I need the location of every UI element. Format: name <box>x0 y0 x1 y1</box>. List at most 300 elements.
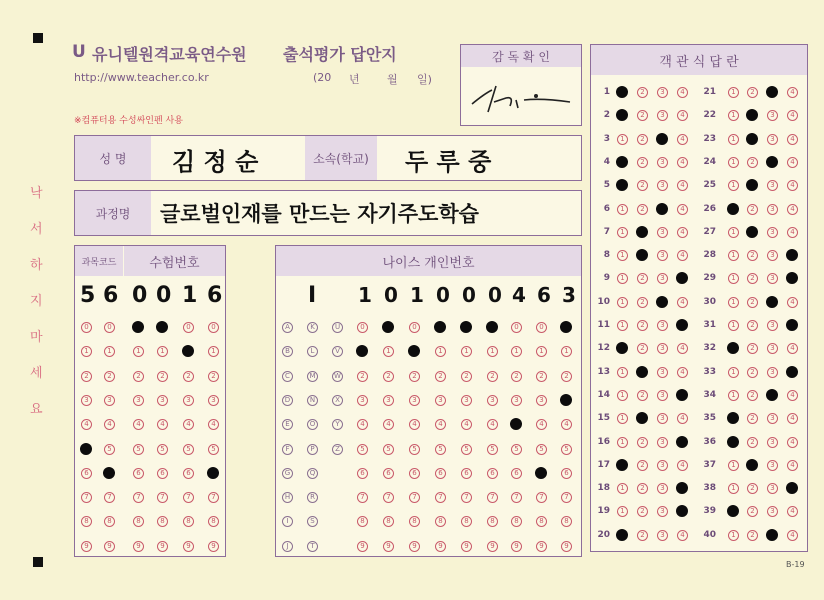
question-number: 28 <box>703 250 716 261</box>
answer-bubble[interactable]: 2 <box>637 343 648 354</box>
name-label: 성 명 <box>75 136 151 180</box>
digit-bubble[interactable]: 9 <box>383 541 394 552</box>
digit-bubble[interactable]: 0 <box>208 322 219 333</box>
answer-bubble[interactable]: 1 <box>728 180 739 191</box>
answer-bubble[interactable]: 2 <box>747 367 758 378</box>
digit-bubble[interactable]: 2 <box>157 371 168 382</box>
digit-bubble[interactable]: 4 <box>357 419 368 430</box>
digit-bubble[interactable]: 7 <box>487 492 498 503</box>
answer-bubble[interactable]: 3 <box>767 483 778 494</box>
question-number: 20 <box>597 529 610 540</box>
answer-bubble[interactable]: 1 <box>728 250 739 261</box>
digit-bubble[interactable]: 7 <box>511 492 522 503</box>
answer-bubble[interactable]: 2 <box>747 320 758 331</box>
digit-bubble[interactable]: 9 <box>157 541 168 552</box>
digit-bubble[interactable]: 1 <box>383 346 394 357</box>
digit-bubble[interactable]: 8 <box>435 516 446 527</box>
answer-bubble[interactable]: 2 <box>637 204 648 215</box>
letter-bubble[interactable]: D <box>282 395 293 406</box>
answer-bubble[interactable]: 3 <box>657 110 668 121</box>
answer-bubble[interactable]: 1 <box>617 437 628 448</box>
answer-bubble[interactable]: 3 <box>657 390 668 401</box>
digit-bubble[interactable]: 8 <box>461 516 472 527</box>
answer-bubble[interactable]: 3 <box>657 180 668 191</box>
handwritten-digit: 0 <box>132 283 148 308</box>
digit-bubble[interactable]: 3 <box>81 395 92 406</box>
digit-bubble[interactable]: 3 <box>183 395 194 406</box>
digit-bubble[interactable]: 0 <box>183 322 194 333</box>
digit-bubble[interactable]: 3 <box>487 395 498 406</box>
letter-bubble[interactable]: T <box>307 541 318 552</box>
digit-bubble[interactable]: 4 <box>487 419 498 430</box>
letter-bubble[interactable]: U <box>332 322 343 333</box>
answer-bubble[interactable]: 2 <box>747 506 758 517</box>
digit-bubble[interactable]: 6 <box>157 468 168 479</box>
answer-bubble[interactable]: 3 <box>767 437 778 448</box>
digit-bubble[interactable]: 5 <box>487 444 498 455</box>
answer-bubble[interactable]: 2 <box>637 87 648 98</box>
handwritten-digit: 0 <box>156 283 172 308</box>
answer-bubble[interactable]: 1 <box>728 227 739 238</box>
digit-bubble[interactable]: 8 <box>357 516 368 527</box>
letter-bubble[interactable]: H <box>282 492 293 503</box>
digit-bubble[interactable]: 4 <box>409 419 420 430</box>
digit-bubble[interactable]: 7 <box>409 492 420 503</box>
digit-bubble[interactable]: 3 <box>133 395 144 406</box>
answer-bubble[interactable]: 4 <box>677 134 688 145</box>
answer-bubble[interactable]: 1 <box>728 367 739 378</box>
digit-bubble[interactable]: 8 <box>133 516 144 527</box>
digit-bubble[interactable]: 3 <box>383 395 394 406</box>
answer-bubble[interactable]: 4 <box>787 110 798 121</box>
digit-bubble[interactable]: 5 <box>133 444 144 455</box>
supervisor-label: 감 독 확 인 <box>461 45 581 67</box>
question-number: 18 <box>597 483 610 494</box>
digit-bubble[interactable]: 1 <box>104 346 115 357</box>
answer-bubble[interactable]: 3 <box>657 273 668 284</box>
answer-bubble[interactable]: 1 <box>728 460 739 471</box>
digit-bubble[interactable]: 4 <box>561 419 572 430</box>
digit-bubble[interactable]: 2 <box>81 371 92 382</box>
filled-bubble <box>746 133 758 145</box>
digit-bubble[interactable]: 8 <box>104 516 115 527</box>
digit-bubble[interactable]: 4 <box>81 419 92 430</box>
answer-bubble[interactable]: 2 <box>637 390 648 401</box>
answer-bubble[interactable]: 2 <box>637 110 648 121</box>
answer-bubble[interactable]: 1 <box>617 273 628 284</box>
answer-bubble[interactable]: 3 <box>657 437 668 448</box>
digit-bubble[interactable]: 3 <box>461 395 472 406</box>
answer-bubble[interactable]: 1 <box>617 367 628 378</box>
digit-bubble[interactable]: 7 <box>104 492 115 503</box>
digit-bubble[interactable]: 6 <box>183 468 194 479</box>
digit-bubble[interactable]: 8 <box>383 516 394 527</box>
digit-bubble[interactable]: 3 <box>511 395 522 406</box>
digit-bubble[interactable]: 8 <box>511 516 522 527</box>
digit-bubble[interactable]: 2 <box>357 371 368 382</box>
digit-bubble[interactable]: 2 <box>208 371 219 382</box>
answer-bubble[interactable]: 3 <box>657 320 668 331</box>
digit-bubble[interactable]: 1 <box>487 346 498 357</box>
answer-bubble[interactable]: 1 <box>728 134 739 145</box>
filled-bubble <box>727 203 739 215</box>
letter-bubble[interactable]: Y <box>332 419 343 430</box>
digit-bubble[interactable]: 3 <box>104 395 115 406</box>
answer-bubble[interactable]: 4 <box>787 530 798 541</box>
question-number: 16 <box>597 436 610 447</box>
answer-bubble[interactable]: 2 <box>747 273 758 284</box>
filled-bubble <box>727 436 739 448</box>
answer-bubble[interactable]: 3 <box>657 227 668 238</box>
letter-bubble[interactable]: Q <box>307 468 318 479</box>
answer-bubble[interactable]: 2 <box>747 204 758 215</box>
answer-bubble[interactable]: 3 <box>767 506 778 517</box>
digit-bubble[interactable]: 6 <box>487 468 498 479</box>
digit-bubble[interactable]: 7 <box>157 492 168 503</box>
digit-bubble[interactable]: 5 <box>561 444 572 455</box>
digit-bubble[interactable]: 2 <box>133 371 144 382</box>
answer-bubble[interactable]: 2 <box>637 134 648 145</box>
letter-bubble[interactable]: K <box>307 322 318 333</box>
letter-bubble[interactable]: N <box>307 395 318 406</box>
answer-bubble[interactable]: 3 <box>767 413 778 424</box>
answer-bubble[interactable]: 2 <box>637 320 648 331</box>
answer-bubble[interactable]: 2 <box>747 297 758 308</box>
digit-bubble[interactable]: 9 <box>81 541 92 552</box>
letter-bubble[interactable]: B <box>282 346 293 357</box>
digit-bubble[interactable]: 9 <box>536 541 547 552</box>
digit-bubble[interactable]: 3 <box>435 395 446 406</box>
answer-bubble[interactable]: 4 <box>677 227 688 238</box>
digit-bubble[interactable]: 6 <box>561 468 572 479</box>
answer-bubble[interactable]: 3 <box>767 250 778 261</box>
digit-bubble[interactable]: 0 <box>536 322 547 333</box>
answer-bubble[interactable]: 2 <box>637 273 648 284</box>
answer-bubble[interactable]: 4 <box>677 530 688 541</box>
answer-bubble[interactable]: 2 <box>637 157 648 168</box>
answer-bubble[interactable]: 4 <box>677 180 688 191</box>
answer-bubble[interactable]: 1 <box>617 413 628 424</box>
digit-bubble[interactable]: 8 <box>409 516 420 527</box>
letter-bubble[interactable]: X <box>332 395 343 406</box>
digit-bubble[interactable]: 7 <box>357 492 368 503</box>
digit-bubble[interactable]: 0 <box>511 322 522 333</box>
answer-bubble[interactable]: 4 <box>677 413 688 424</box>
digit-bubble[interactable]: 6 <box>511 468 522 479</box>
answer-bubble[interactable]: 2 <box>747 413 758 424</box>
answer-bubble[interactable]: 1 <box>617 250 628 261</box>
answer-bubble[interactable]: 4 <box>787 413 798 424</box>
digit-bubble[interactable]: 6 <box>461 468 472 479</box>
digit-bubble[interactable]: 9 <box>435 541 446 552</box>
answer-bubble[interactable]: 1 <box>728 157 739 168</box>
digit-bubble[interactable]: 9 <box>357 541 368 552</box>
answer-bubble[interactable]: 1 <box>617 483 628 494</box>
answer-bubble[interactable]: 2 <box>637 437 648 448</box>
answer-bubble[interactable]: 1 <box>617 320 628 331</box>
digit-bubble[interactable]: 2 <box>383 371 394 382</box>
digit-bubble[interactable]: 8 <box>561 516 572 527</box>
letter-bubble[interactable]: L <box>307 346 318 357</box>
answer-bubble[interactable]: 3 <box>767 227 778 238</box>
filled-bubble <box>746 226 758 238</box>
answer-bubble[interactable]: 1 <box>617 506 628 517</box>
digit-bubble[interactable]: 6 <box>81 468 92 479</box>
answer-bubble[interactable]: 4 <box>787 390 798 401</box>
answer-bubble[interactable]: 3 <box>657 157 668 168</box>
answer-bubble[interactable]: 2 <box>747 87 758 98</box>
answer-bubble[interactable]: 4 <box>677 87 688 98</box>
answer-bubble[interactable]: 1 <box>728 390 739 401</box>
answer-bubble[interactable]: 1 <box>728 530 739 541</box>
digit-bubble[interactable]: 4 <box>208 419 219 430</box>
answer-bubble[interactable]: 4 <box>787 437 798 448</box>
digit-bubble[interactable]: 4 <box>104 419 115 430</box>
answer-bubble[interactable]: 4 <box>677 367 688 378</box>
digit-bubble[interactable]: 5 <box>435 444 446 455</box>
digit-bubble[interactable]: 1 <box>536 346 547 357</box>
answer-bubble[interactable]: 3 <box>657 87 668 98</box>
answer-bubble[interactable]: 2 <box>747 530 758 541</box>
letter-bubble[interactable]: G <box>282 468 293 479</box>
answer-bubble[interactable]: 2 <box>747 437 758 448</box>
answer-bubble[interactable]: 2 <box>747 343 758 354</box>
answer-bubble[interactable]: 3 <box>767 180 778 191</box>
answer-bubble[interactable]: 1 <box>728 110 739 121</box>
answer-bubble[interactable]: 3 <box>767 273 778 284</box>
digit-bubble[interactable]: 4 <box>536 419 547 430</box>
digit-bubble[interactable]: 0 <box>81 322 92 333</box>
digit-bubble[interactable]: 7 <box>435 492 446 503</box>
answer-bubble[interactable]: 2 <box>747 250 758 261</box>
answer-bubble[interactable]: 1 <box>728 483 739 494</box>
handwritten-digit: 0 <box>462 283 476 307</box>
handwritten-digit: 4 <box>512 283 526 307</box>
digit-bubble[interactable]: 2 <box>183 371 194 382</box>
digit-bubble[interactable]: 7 <box>183 492 194 503</box>
answer-bubble[interactable]: 3 <box>657 460 668 471</box>
digit-bubble[interactable]: 4 <box>435 419 446 430</box>
digit-bubble[interactable]: 5 <box>461 444 472 455</box>
answer-bubble[interactable]: 4 <box>787 134 798 145</box>
letter-bubble[interactable]: V <box>332 346 343 357</box>
digit-bubble[interactable]: 8 <box>536 516 547 527</box>
digit-bubble[interactable]: 2 <box>511 371 522 382</box>
digit-bubble[interactable]: 2 <box>104 371 115 382</box>
answer-bubble[interactable]: 2 <box>637 460 648 471</box>
answer-bubble[interactable]: 3 <box>657 250 668 261</box>
digit-bubble[interactable]: 1 <box>561 346 572 357</box>
answer-bubble[interactable]: 1 <box>728 273 739 284</box>
digit-bubble[interactable]: 2 <box>409 371 420 382</box>
digit-bubble[interactable]: 9 <box>511 541 522 552</box>
digit-bubble[interactable]: 1 <box>157 346 168 357</box>
answer-bubble[interactable]: 1 <box>728 87 739 98</box>
letter-bubble[interactable]: F <box>282 444 293 455</box>
digit-bubble[interactable]: 0 <box>357 322 368 333</box>
answer-bubble[interactable]: 4 <box>787 180 798 191</box>
digit-bubble[interactable]: 1 <box>435 346 446 357</box>
digit-bubble[interactable]: 7 <box>536 492 547 503</box>
digit-bubble[interactable]: 9 <box>208 541 219 552</box>
digit-bubble[interactable]: 2 <box>536 371 547 382</box>
answer-bubble[interactable]: 3 <box>767 204 778 215</box>
digit-bubble[interactable]: 5 <box>511 444 522 455</box>
letter-bubble[interactable]: M <box>307 371 318 382</box>
digit-bubble[interactable]: 3 <box>157 395 168 406</box>
letter-bubble[interactable]: A <box>282 322 293 333</box>
answer-bubble[interactable]: 2 <box>637 180 648 191</box>
answer-bubble[interactable]: 1 <box>617 297 628 308</box>
digit-bubble[interactable]: 5 <box>104 444 115 455</box>
digit-bubble[interactable]: 7 <box>461 492 472 503</box>
digit-bubble[interactable]: 4 <box>157 419 168 430</box>
answer-bubble[interactable]: 1 <box>617 227 628 238</box>
answer-bubble[interactable]: 4 <box>677 343 688 354</box>
digit-bubble[interactable]: 1 <box>208 346 219 357</box>
digit-bubble[interactable]: 0 <box>104 322 115 333</box>
letter-bubble[interactable]: P <box>307 444 318 455</box>
digit-bubble[interactable]: 5 <box>357 444 368 455</box>
digit-bubble[interactable]: 6 <box>435 468 446 479</box>
answer-bubble[interactable]: 4 <box>677 250 688 261</box>
answer-bubble[interactable]: 4 <box>787 204 798 215</box>
answer-bubble[interactable]: 4 <box>787 157 798 168</box>
answer-bubble[interactable]: 3 <box>657 343 668 354</box>
digit-bubble[interactable]: 8 <box>81 516 92 527</box>
digit-bubble[interactable]: 0 <box>409 322 420 333</box>
answer-bubble[interactable]: 2 <box>637 483 648 494</box>
digit-bubble[interactable]: 5 <box>409 444 420 455</box>
answer-bubble[interactable]: 3 <box>767 134 778 145</box>
answer-bubble[interactable]: 4 <box>787 297 798 308</box>
answer-bubble[interactable]: 4 <box>677 460 688 471</box>
question-number: 25 <box>703 180 716 191</box>
answer-bubble[interactable]: 1 <box>728 320 739 331</box>
digit-bubble[interactable]: 4 <box>133 419 144 430</box>
digit-bubble[interactable]: 6 <box>357 468 368 479</box>
digit-bubble[interactable]: 8 <box>208 516 219 527</box>
answer-bubble[interactable]: 4 <box>677 297 688 308</box>
letter-bubble[interactable]: Z <box>332 444 343 455</box>
digit-bubble[interactable]: 8 <box>487 516 498 527</box>
digit-bubble[interactable]: 9 <box>561 541 572 552</box>
digit-bubble[interactable]: 1 <box>133 346 144 357</box>
answer-bubble[interactable]: 3 <box>767 320 778 331</box>
letter-bubble[interactable]: W <box>332 371 343 382</box>
digit-bubble[interactable]: 6 <box>383 468 394 479</box>
answer-bubble[interactable]: 4 <box>677 110 688 121</box>
digit-bubble[interactable]: 2 <box>461 371 472 382</box>
digit-bubble[interactable]: 5 <box>183 444 194 455</box>
digit-bubble[interactable]: 6 <box>133 468 144 479</box>
digit-bubble[interactable]: 7 <box>81 492 92 503</box>
answer-bubble[interactable]: 2 <box>747 157 758 168</box>
answer-bubble[interactable]: 3 <box>657 413 668 424</box>
letter-bubble[interactable]: O <box>307 419 318 430</box>
digit-bubble[interactable]: 9 <box>133 541 144 552</box>
digit-bubble[interactable]: 8 <box>157 516 168 527</box>
question-number: 3 <box>603 133 610 144</box>
answer-bubble[interactable]: 4 <box>787 343 798 354</box>
digit-bubble[interactable]: 9 <box>487 541 498 552</box>
digit-bubble[interactable]: 4 <box>461 419 472 430</box>
letter-bubble[interactable]: I <box>282 516 293 527</box>
digit-bubble[interactable]: 4 <box>183 419 194 430</box>
answer-bubble[interactable]: 3 <box>767 110 778 121</box>
digit-bubble[interactable]: 5 <box>208 444 219 455</box>
digit-bubble[interactable]: 9 <box>461 541 472 552</box>
question-number: 19 <box>597 506 610 517</box>
digit-bubble[interactable]: 7 <box>383 492 394 503</box>
answer-bubble[interactable]: 4 <box>677 157 688 168</box>
answer-bubble[interactable]: 3 <box>657 506 668 517</box>
answer-bubble[interactable]: 3 <box>657 530 668 541</box>
digit-bubble[interactable]: 9 <box>409 541 420 552</box>
digit-bubble[interactable]: 2 <box>487 371 498 382</box>
digit-bubble[interactable]: 5 <box>157 444 168 455</box>
digit-bubble[interactable]: 9 <box>104 541 115 552</box>
answer-bubble[interactable]: 1 <box>617 204 628 215</box>
answer-bubble[interactable]: 4 <box>787 227 798 238</box>
answer-bubble[interactable]: 3 <box>767 343 778 354</box>
answer-bubble[interactable]: 1 <box>728 297 739 308</box>
digit-bubble[interactable]: 3 <box>536 395 547 406</box>
digit-bubble[interactable]: 2 <box>435 371 446 382</box>
answer-bubble[interactable]: 3 <box>767 460 778 471</box>
answer-bubble[interactable]: 4 <box>787 460 798 471</box>
digit-bubble[interactable]: 7 <box>133 492 144 503</box>
digit-bubble[interactable]: 3 <box>409 395 420 406</box>
digit-bubble[interactable]: 5 <box>536 444 547 455</box>
digit-bubble[interactable]: 1 <box>81 346 92 357</box>
answer-bubble[interactable]: 3 <box>657 483 668 494</box>
digit-bubble[interactable]: 7 <box>561 492 572 503</box>
digit-bubble[interactable]: 1 <box>461 346 472 357</box>
answer-bubble[interactable]: 4 <box>787 506 798 517</box>
handwritten-digit: 0 <box>436 283 450 307</box>
letter-bubble[interactable]: S <box>307 516 318 527</box>
digit-bubble[interactable]: 5 <box>383 444 394 455</box>
question-number: 11 <box>597 320 610 330</box>
digit-bubble[interactable]: 6 <box>409 468 420 479</box>
answer-bubble[interactable]: 4 <box>677 204 688 215</box>
answer-bubble[interactable]: 2 <box>747 390 758 401</box>
digit-bubble[interactable]: 4 <box>383 419 394 430</box>
digit-bubble[interactable]: 9 <box>183 541 194 552</box>
answer-bubble[interactable]: 4 <box>787 87 798 98</box>
letter-bubble[interactable]: C <box>282 371 293 382</box>
letter-bubble[interactable]: R <box>307 492 318 503</box>
answer-bubble[interactable]: 1 <box>617 390 628 401</box>
question-number: 17 <box>597 459 610 470</box>
answer-bubble[interactable]: 1 <box>617 134 628 145</box>
digit-bubble[interactable]: 3 <box>357 395 368 406</box>
answer-bubble[interactable]: 2 <box>747 483 758 494</box>
digit-bubble[interactable]: 7 <box>208 492 219 503</box>
digit-bubble[interactable]: 8 <box>183 516 194 527</box>
answer-bubble[interactable]: 3 <box>767 367 778 378</box>
answer-bubble[interactable]: 2 <box>637 530 648 541</box>
digit-bubble[interactable]: 3 <box>208 395 219 406</box>
answer-bubble[interactable]: 2 <box>637 506 648 517</box>
letter-bubble[interactable]: E <box>282 419 293 430</box>
answer-bubble[interactable]: 2 <box>637 297 648 308</box>
digit-bubble[interactable]: 1 <box>511 346 522 357</box>
letter-bubble[interactable]: J <box>282 541 293 552</box>
answer-bubble[interactable]: 3 <box>657 367 668 378</box>
digit-bubble[interactable]: 2 <box>561 371 572 382</box>
